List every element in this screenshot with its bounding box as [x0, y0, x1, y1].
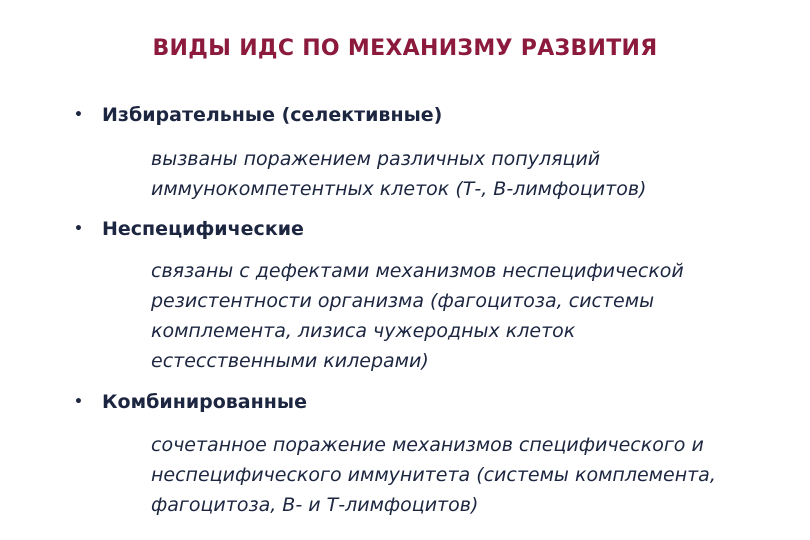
description-line: иммунокомпетентных клеток (Т-, В-лимфоцитов) — [151, 178, 647, 200]
description-line: резистентности организма (фагоцитоза, системы — [151, 290, 655, 312]
description-line: естесственными килерами) — [151, 350, 429, 372]
bullet-icon: • — [74, 107, 83, 123]
item-description — [151, 430, 771, 520]
item-description — [151, 144, 771, 204]
description-line: фагоцитоза, В- и Т-лимфоцитов) — [151, 494, 479, 516]
description-line: комплемента, лизиса чужеродных клеток — [151, 320, 576, 342]
item-heading: Избирательные (селективные) — [102, 104, 443, 126]
bullet-icon: • — [74, 394, 83, 410]
item-heading: Комбинированные — [102, 391, 307, 413]
bullet-icon: • — [74, 221, 83, 237]
list-item-combined — [74, 391, 307, 413]
item-description — [151, 256, 771, 376]
slide-title: ВИДЫ ИДС ПО МЕХАНИЗМУ РАЗВИТИЯ — [152, 36, 658, 61]
description-line: вызваны поражением различных популяций — [151, 148, 601, 170]
item-heading: Неспецифические — [102, 218, 304, 240]
list-item-selective — [74, 104, 442, 126]
description-line: неспецифического иммунитета (системы комплемента, — [151, 464, 716, 486]
list-item-nonspecific — [74, 218, 304, 240]
description-line: сочетанное поражение механизмов специфического и — [151, 434, 704, 456]
description-line: связаны с дефектами механизмов неспецифической — [151, 260, 684, 282]
